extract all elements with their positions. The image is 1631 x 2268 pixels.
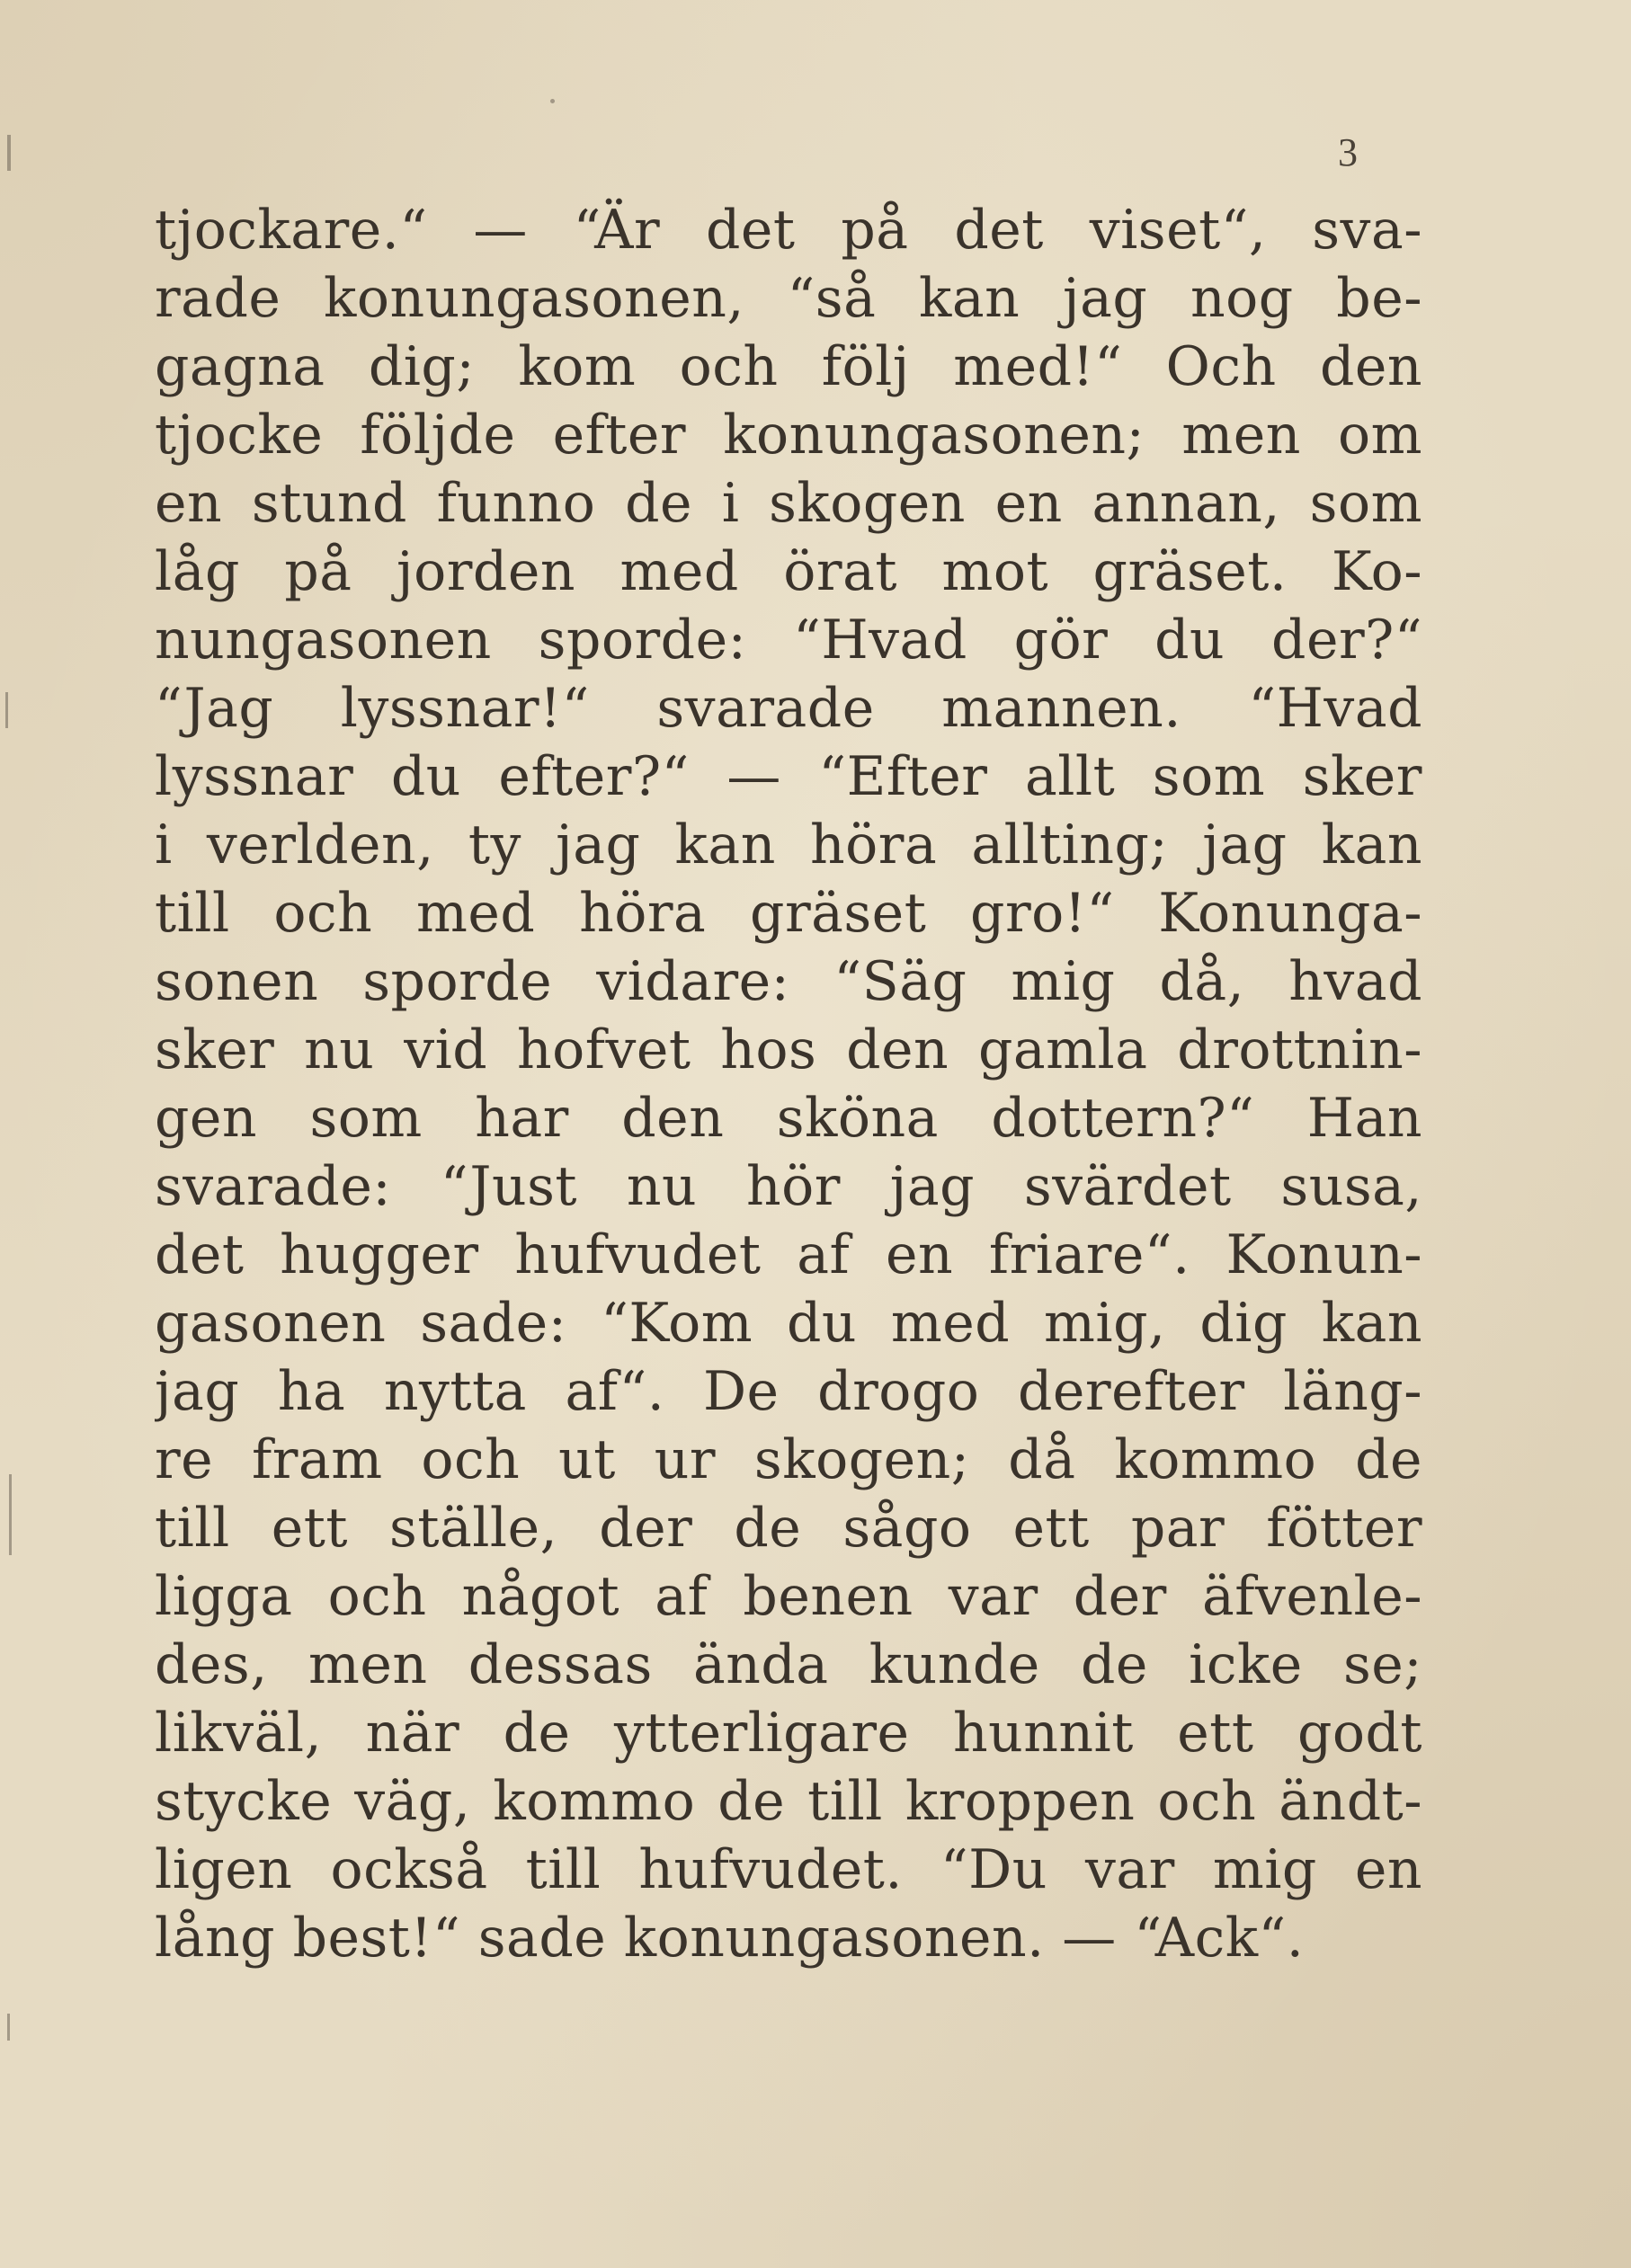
text-line: det hugger hufvudet af en friare“. Konun- [155,1223,1422,1286]
margin-speck [9,1474,12,1555]
text-line: gasonen sade: “Kom du med mig, dig kan [155,1292,1422,1355]
text-line: låg på jorden med örat mot gräset. Ko- [155,540,1422,603]
text-line: rade konungasonen, “så kan jag nog be- [155,267,1422,330]
text-line: svarade: “Just nu hör jag svärdet susa, [155,1155,1422,1218]
text-line: ligen också till hufvudet. “Du var mig en [155,1838,1422,1901]
text-line: re fram och ut ur skogen; då kommo de [155,1428,1422,1491]
text-line: ligga och något af benen var der äfvenle- [155,1565,1422,1628]
text-line: nungasonen sporde: “Hvad gör du der?“ [155,609,1422,672]
text-line: en stund funno de i skogen en annan, som [155,472,1422,535]
text-line: sker nu vid hofvet hos den gamla drottnin- [155,1018,1422,1081]
text-line: lång best!“ sade konungasonen. — “Ack“. [155,1907,1305,1970]
text-line: till och med höra gräset gro!“ Konunga- [155,882,1422,945]
text-line: gen som har den sköna dottern?“ Han [155,1087,1422,1150]
text-line: des, men dessas ända kunde de icke se; [155,1633,1422,1696]
text-line: sonen sporde vidare: “Säg mig då, hvad [155,950,1422,1013]
text-line: i verlden, ty jag kan höra allting; jag kan [155,814,1422,876]
text-line: jag ha nytta af“. De drogo derefter läng- [155,1360,1422,1423]
page-number: 3 [1338,130,1358,174]
page-speck [550,99,555,103]
margin-speck [5,692,8,728]
margin-speck [7,135,11,171]
text-line: tjockare.“ — “Är det på det viset“, sva- [155,199,1422,262]
text-line: likväl, när de ytterligare hunnit ett godt [155,1702,1422,1765]
text-line: stycke väg, kommo de till kroppen och ändt- [155,1770,1422,1833]
text-line: till ett ställe, der de sågo ett par fötter [155,1497,1422,1560]
text-line: lyssnar du efter?“ — “Efter allt som sker [155,745,1422,808]
text-line: gagna dig; kom och följ med!“ Och den [155,335,1422,398]
body-text [155,196,1422,1972]
margin-speck [7,2014,10,2041]
text-line: “Jag lyssnar!“ svarade mannen. “Hvad [155,677,1422,740]
text-line: tjocke följde efter konungasonen; men om [155,404,1422,467]
